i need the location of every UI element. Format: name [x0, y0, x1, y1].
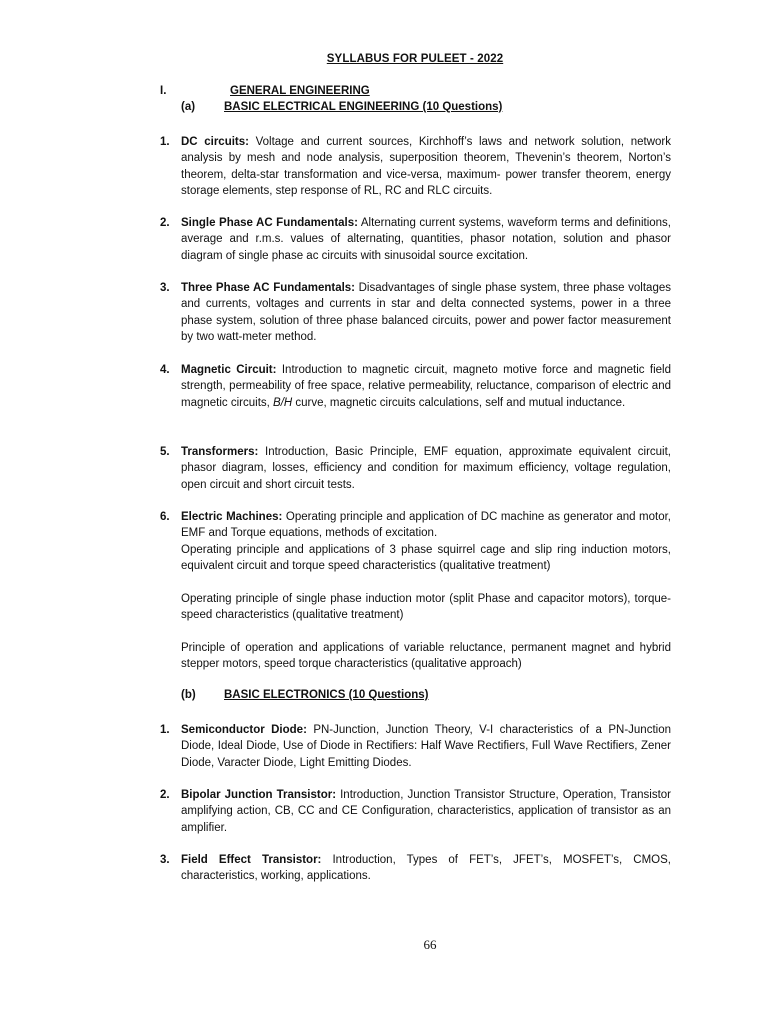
syllabus-item-magnetic-circuit	[160, 362, 671, 411]
item-text: Introduction to magnetic circuit, magneto motive force and magnetic field strength, permeability of free space, relative permeability, reluctance, comparison of electric and magnetic circuits,	[181, 364, 671, 409]
item-number: 2.	[160, 789, 170, 801]
syllabus-item-electric-machines	[160, 509, 671, 574]
part-number: I.	[160, 85, 167, 97]
item-term: DC circuits:	[181, 136, 249, 148]
section-a-letter: (a)	[181, 101, 196, 113]
item-term: Magnetic Circuit:	[181, 364, 277, 376]
item-text: Introduction, Types of FET’s, JFET’s, MOSFET’s, CMOS, characteristics, working, applications.	[181, 854, 671, 883]
part-name: GENERAL ENGINEERING	[230, 85, 370, 97]
item-text: Introduction, Basic Principle, EMF equation, approximate equivalent circuit, phasor diagram, losses, efficiency and condition for maximum efficiency, voltage regulation, open circuit and short circuit tests.	[181, 446, 671, 491]
item-number: 6.	[160, 511, 170, 523]
item-term: Semiconductor Diode:	[181, 724, 307, 736]
page-number: 66	[423, 937, 437, 952]
section-b-name: BASIC ELECTRONICS (10 Questions)	[224, 689, 429, 701]
item-term: Single Phase AC Fundamentals:	[181, 217, 358, 229]
item-text-continued: curve, magnetic circuits calculations, self and mutual inductance.	[292, 396, 626, 409]
section-b-letter: (b)	[181, 689, 196, 701]
section-a-name: BASIC ELECTRICAL ENGINEERING (10 Questions)	[224, 101, 503, 113]
item-text-line2: Operating principle and applications of 3 phase squirrel cage and slip ring induction motors, equivalent circuit and torque speed characteristics (qualitative treatment)	[181, 543, 671, 572]
item-text: Operating principle and application of DC machine as generator and motor, EMF and Torque equations, methods of excitation.	[181, 511, 672, 540]
electric-machines-paragraph-single-phase: Operating principle of single phase induction motor (split Phase and capacitor motors), torque-speed characteristics (qualitative treatment)	[181, 593, 671, 622]
item-text: Disadvantages of single phase system, three phase voltages and currents, voltages and currents in star and delta connected systems, power in a three phase system, solution of three phase balanced circuits, power and power factor measurement by two watt-meter method.	[181, 282, 671, 343]
item-italic-term: B/H	[273, 396, 293, 409]
syllabus-item-transformers	[160, 444, 671, 493]
document-title: SYLLABUS FOR PULEET - 2022	[326, 53, 504, 65]
syllabus-item-fet	[160, 852, 671, 885]
item-text: Alternating current systems, waveform terms and definitions, average and r.m.s. values of alternating, quantities, phasor notation, solution and phasor diagram of single phase ac circuits with sinusoidal source excitation.	[181, 217, 671, 262]
syllabus-item-three-phase-ac	[160, 280, 671, 345]
item-number: 2.	[160, 217, 170, 229]
item-number: 3.	[160, 854, 170, 866]
syllabus-item-semiconductor-diode	[160, 722, 671, 771]
syllabus-item-single-phase-ac	[160, 215, 671, 264]
syllabus-item-dc-circuits	[160, 134, 671, 199]
item-term: Bipolar Junction Transistor:	[181, 789, 337, 801]
item-term: Three Phase AC Fundamentals:	[181, 282, 356, 294]
syllabus-item-bjt	[160, 787, 671, 836]
item-number: 4.	[160, 364, 170, 376]
item-term: Field Effect Transistor:	[181, 854, 322, 866]
item-text: PN-Junction, Junction Theory, V-I characteristics of a PN-Junction Diode, Ideal Diode, Use of Diode in Rectifiers: Half Wave Rectifiers, Full Wave Rectifiers, Zener Diode, Varacter Diode, Light Emitting Diodes.	[181, 724, 671, 769]
item-number: 5.	[160, 446, 170, 458]
item-number: 3.	[160, 282, 170, 294]
item-number: 1.	[160, 136, 170, 148]
item-term: Transformers:	[181, 446, 259, 458]
item-number: 1.	[160, 724, 170, 736]
item-text: Introduction, Junction Transistor Structure, Operation, Transistor amplifying action, CB, CC and CE Configuration, characteristics, application of transistor as an amplifier.	[181, 789, 671, 834]
electric-machines-paragraph-stepper: Principle of operation and applications of variable reluctance, permanent magnet and hybrid stepper motors, speed torque characteristics (qualitative approach)	[181, 642, 671, 671]
item-text: Voltage and current sources, Kirchhoff’s laws and network solution, network analysis by mesh and node analysis, superposition theorem, Thevenin’s theorem, Norton’s theorem, delta-star transformation and vice-versa, maximum- power transfer theorem, energy storage elements, step response of RL, RC and RLC circuits.	[181, 136, 671, 197]
item-term: Electric Machines:	[181, 511, 283, 523]
